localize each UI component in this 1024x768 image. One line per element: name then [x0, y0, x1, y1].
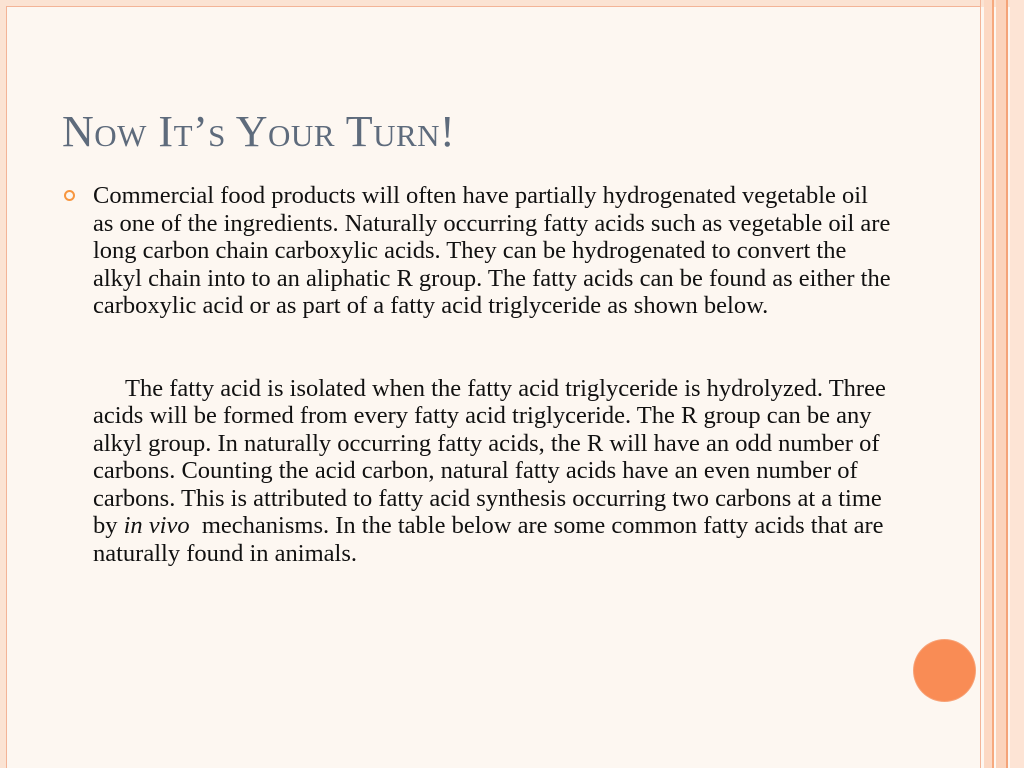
frame-left-line [6, 6, 7, 768]
paragraph-2 [93, 375, 893, 568]
slide-title: Now It’s Your Turn! [62, 107, 456, 156]
paragraph-1: Commercial food products will often have partially hydrogenated vegetable oil as one of the ingredients. Naturally occurring fatty acids such as vegetable oil are long carbon chain carboxylic acids. They can be hydrogenated to convert the alkyl chain into to an aliphatic R group. The fatty acids can be found as either the carboxylic acid or as part of a fatty acid triglyceride as shown below. [93, 182, 891, 319]
decor-stripe [1006, 0, 1008, 768]
frame-top-line [6, 6, 980, 7]
decor-stripe [984, 0, 992, 768]
paragraph-2-italic: in vivo [123, 512, 190, 539]
decor-circle [914, 640, 975, 701]
bullet-ring-icon [64, 190, 75, 201]
decor-stripe [996, 0, 1006, 768]
slide-body [93, 182, 893, 567]
decor-stripe [980, 0, 981, 768]
decor-stripe [1010, 0, 1024, 768]
paragraph-2-text-before: The fatty acid is isolated when the fatty acid triglyceride is hydrolyzed. Three acids will be formed from every fatty acid triglyceride. The R group can be any alkyl group. In naturally occurring fatty acids, the R will have an odd number of carbons. Counting the acid carbon, natural fatty acids have an even number of carbons. This is attributed to fatty acid synthesis occurring two carbons at a time by [93, 374, 886, 539]
decor-stripe [992, 0, 994, 768]
paragraph-2-text-after: mechanisms. In the table below are some common fatty acids that are naturally found in animals. [93, 512, 890, 567]
